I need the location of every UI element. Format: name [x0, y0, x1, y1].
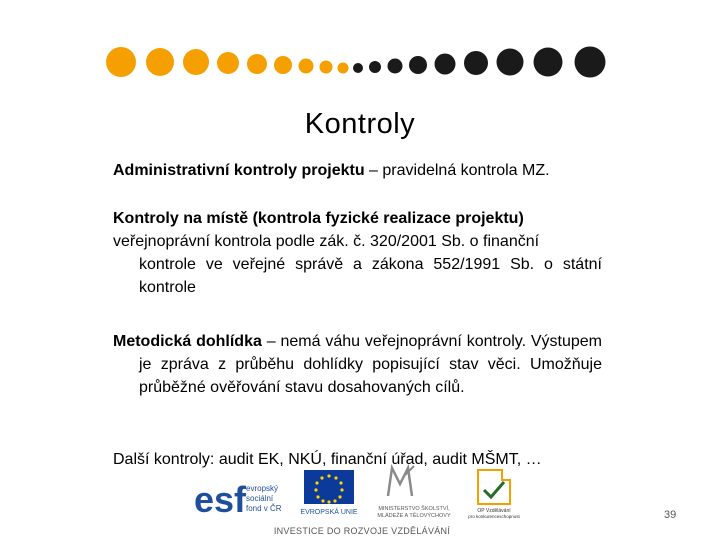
svg-text:MINISTERSTVO ŠKOLSTVÍ,: MINISTERSTVO ŠKOLSTVÍ,	[378, 506, 450, 512]
svg-text:sociální: sociální	[246, 494, 274, 503]
logo-bar	[192, 462, 532, 540]
orange-dot	[106, 47, 136, 77]
paragraph-text: Další kontroly: audit EK, NKÚ, finanční úřad, audit MŠMT, …	[113, 451, 542, 468]
svg-text:esf: esf	[194, 479, 247, 520]
orange-dot	[320, 61, 333, 74]
esf-logo	[194, 479, 282, 520]
svg-text:EVROPSKÁ UNIE: EVROPSKÁ UNIE	[300, 509, 358, 516]
op-vk-logo	[468, 470, 520, 519]
paragraph-on-site	[113, 207, 602, 299]
slide-title: Kontroly	[304, 108, 416, 140]
page-number: 39	[664, 509, 677, 521]
svg-text:OP Vzdělávání: OP Vzdělávání	[477, 508, 511, 514]
dark-dot	[388, 59, 403, 74]
orange-dot	[299, 59, 314, 74]
paragraph-heading: Metodická dohlídka	[113, 333, 262, 350]
decorative-dot-row	[0, 0, 720, 100]
svg-text:pro konkurenceschopnost: pro konkurenceschopnost	[468, 514, 520, 519]
dark-dot	[534, 48, 563, 77]
paragraph-heading: Kontroly na místě (kontrola fyzické realizace projektu)	[113, 210, 524, 227]
paragraph-methodical	[113, 330, 602, 399]
svg-text:fond v ČR: fond v ČR	[246, 504, 282, 513]
logo-tagline: INVESTICE DO ROZVOJE VZDĚLÁVÁNÍ	[273, 526, 451, 536]
paragraph-text: veřejnoprávní kontrola podle zák. č. 320/2001 Sb. o finanční	[113, 233, 540, 250]
paragraph-heading: Administrativní kontroly projektu	[113, 162, 365, 179]
dark-dot	[369, 61, 381, 73]
orange-dot	[183, 49, 209, 75]
paragraph-administrative	[113, 159, 602, 182]
dark-dot	[353, 63, 363, 73]
dark-dot	[464, 51, 488, 75]
dark-dot	[497, 49, 524, 76]
dark-dot	[435, 54, 456, 75]
paragraph-text: – nemá váhu veřejnoprávní kontroly. Výstupem je zpráva z průběhu dohlídky popisující stav věci. Umožňuje průběžné ověřování stavu dosahovaných cílů.	[139, 333, 603, 396]
dark-dot	[575, 47, 606, 78]
msmt-logo	[377, 466, 451, 519]
svg-text:evropský: evropský	[246, 484, 279, 493]
orange-dot	[217, 52, 239, 74]
orange-dot	[338, 63, 349, 74]
eu-flag-logo	[300, 470, 358, 516]
orange-dot	[274, 56, 292, 74]
paragraph-text: – pravidelná kontrola MZ.	[364, 162, 550, 179]
orange-dot	[247, 54, 267, 74]
svg-text:MLÁDEŽE A TĚLOVÝCHOVY: MLÁDEŽE A TĚLOVÝCHOVY	[377, 513, 451, 519]
paragraph-text-continued: kontrole ve veřejné správě a zákona 552/1991 Sb. o státní kontrole	[139, 256, 602, 296]
dark-dot	[409, 56, 427, 74]
orange-dot	[146, 48, 174, 76]
